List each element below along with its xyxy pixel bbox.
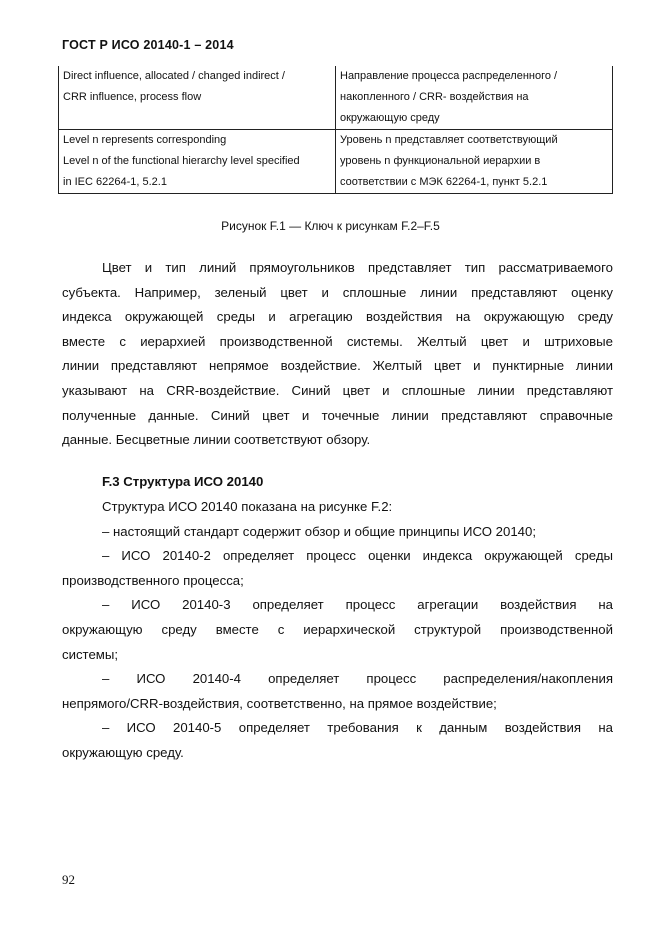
paragraph-line: индекса окружающей среды и агрегацию воздействия на окружающую среду: [62, 309, 613, 325]
figure-caption: Рисунок F.1 — Ключ к рисункам F.2–F.5: [221, 219, 440, 233]
list-item-continuation: производственного процесса;: [62, 572, 244, 588]
key-cell-en: [59, 130, 336, 194]
list-item-continuation: непрямого/CRR-воздействия, соответственно, на прямое воздействие;: [62, 695, 497, 711]
list-item: – ИСО 20140-5 определяет требования к данным воздействия на: [102, 720, 613, 736]
cell-line: соответствии с МЭК 62264-1, пункт 5.2.1: [340, 176, 548, 188]
paragraph-line: данные. Бесцветные линии соответствуют обзору.: [62, 432, 371, 448]
cell-line: CRR influence, process flow: [63, 91, 202, 103]
cell-line: окружающую среду: [340, 112, 440, 124]
document-header: ГОСТ Р ИСО 20140-1 – 2014: [62, 38, 234, 52]
section-body: [62, 495, 613, 766]
list-item-continuation: окружающую среду вместе с иерархической структурой производственной: [62, 621, 613, 637]
body-paragraph: [62, 256, 613, 453]
cell-line: уровень n функциональной иерархии в: [340, 155, 541, 167]
section-intro: Структура ИСО 20140 показана на рисунке F.2:: [102, 499, 393, 514]
figure-key-table: [58, 66, 613, 194]
paragraph-line: Цвет и тип линий прямоугольников представляет тип рассматриваемого: [102, 260, 613, 275]
list-item-continuation: окружающую среду.: [62, 744, 184, 760]
key-cell-en: [59, 66, 336, 130]
table-row: [59, 66, 613, 130]
key-cell-ru: [336, 66, 613, 130]
list-item: – настоящий стандарт содержит обзор и общие принципы ИСО 20140;: [102, 523, 537, 539]
paragraph-line: линии представляют непрямое воздействие. Желтый цвет и пунктирные линии: [62, 358, 613, 374]
paragraph-line: указывают на CRR-воздействие. Синий цвет и сплошные линии представляют: [62, 382, 613, 398]
paragraph-line: субъекта. Например, зеленый цвет и сплошные линии представляют оценку: [62, 284, 613, 300]
cell-line: in IEC 62264-1, 5.2.1: [63, 176, 167, 188]
key-cell-ru: [336, 130, 613, 194]
cell-line: Направление процесса распределенного /: [340, 70, 558, 82]
list-item-continuation: системы;: [62, 646, 118, 662]
section-heading: F.3 Структура ИСО 20140: [102, 474, 264, 489]
cell-line: Уровень n представляет соответствующий: [340, 134, 558, 146]
list-item: – ИСО 20140-3 определяет процесс агрегации воздействия на: [102, 597, 613, 613]
list-item: – ИСО 20140-2 определяет процесс оценки индекса окружающей среды: [102, 548, 613, 564]
paragraph-line: вместе с иерархией производственной системы. Желтый цвет и штриховые: [62, 333, 613, 349]
paragraph-line: полученные данные. Синий цвет и точечные линии представляют справочные: [62, 407, 613, 423]
cell-line: накопленного / CRR- воздействия на: [340, 91, 529, 103]
cell-line: Level n represents corresponding: [63, 134, 227, 146]
list-item: – ИСО 20140-4 определяет процесс распределения/накопления: [102, 671, 613, 687]
cell-line: Level n of the functional hierarchy level specified: [63, 155, 300, 167]
cell-line: Direct influence, allocated / changed indirect /: [63, 70, 285, 82]
table-row: [59, 130, 613, 194]
page-number: 92: [62, 872, 75, 887]
